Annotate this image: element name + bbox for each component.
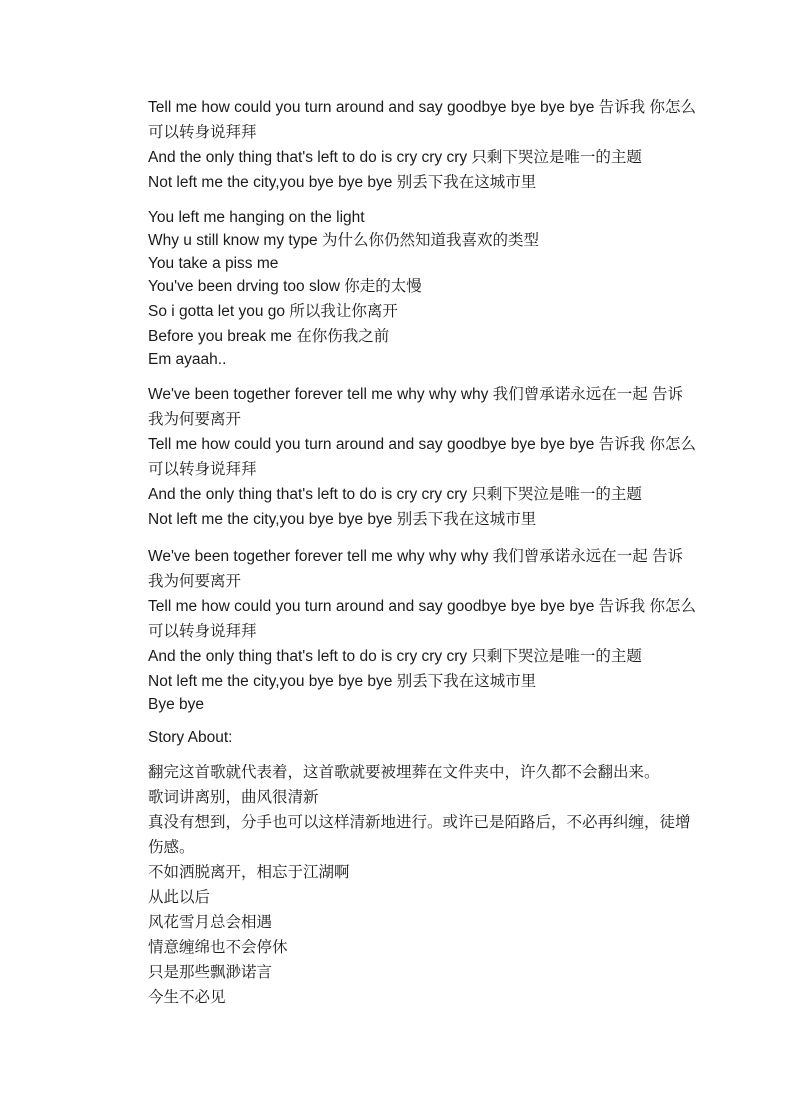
text-line: Tell me how could you turn around and say goodbye bye bye bye 告诉我 你怎么	[148, 436, 696, 453]
text-line: Not left me the city,you bye bye bye 别丢下我在这城市里	[148, 511, 537, 528]
text-line: You've been drving too slow 你走的太慢	[148, 278, 422, 295]
text-line: 可以转身说拜拜	[148, 461, 257, 478]
text-line: 伤感。	[148, 839, 195, 856]
text-line: 风花雪月总会相遇	[148, 914, 273, 931]
text-line: And the only thing that's left to do is cry cry cry 只剩下哭泣是唯一的主题	[148, 486, 642, 503]
text-line: 翻完这首歌就代表着，这首歌就要被埋葬在文件夹中，许久都不会翻出来。	[148, 764, 660, 781]
text-line: 歌词讲离别，曲风很清新	[148, 789, 319, 806]
text-line: Why u still know my type 为什么你仍然知道我喜欢的类型	[148, 232, 539, 249]
text-line: And the only thing that's left to do is cry cry cry 只剩下哭泣是唯一的主题	[148, 149, 642, 166]
text-line: Not left me the city,you bye bye bye 别丢下我在这城市里	[148, 174, 537, 191]
text-line: 可以转身说拜拜	[148, 124, 257, 141]
text-line: 可以转身说拜拜	[148, 623, 257, 640]
story-section	[148, 760, 692, 1010]
text-line: 情意缠绵也不会停休	[148, 939, 288, 956]
text-line: 不如洒脱离开，相忘于江湖啊	[148, 864, 350, 881]
text-line: 从此以后	[148, 889, 211, 906]
text-line: So i gotta let you go 所以我让你离开	[148, 303, 398, 320]
text-line: Bye bye	[148, 696, 205, 713]
text-line: We've been together forever tell me why why why 我们曾承诺永远在一起 告诉	[148, 548, 684, 565]
text-line: 只是那些飘渺诺言	[148, 964, 273, 981]
text-line: Tell me how could you turn around and say goodbye bye bye bye 告诉我 你怎么	[148, 598, 696, 615]
text-line: We've been together forever tell me why why why 我们曾承诺永远在一起 告诉	[148, 386, 684, 403]
text-line: 我为何要离开	[148, 411, 242, 428]
lyrics-section	[148, 95, 696, 715]
text-line: Not left me the city,you bye bye bye 别丢下我在这城市里	[148, 673, 537, 690]
text-line: And the only thing that's left to do is cry cry cry 只剩下哭泣是唯一的主题	[148, 648, 642, 665]
text-line: You left me hanging on the light	[148, 209, 365, 226]
story-about-heading: Story About:	[148, 729, 233, 746]
text-line: Em ayaah..	[148, 351, 227, 368]
stanza	[148, 382, 696, 532]
stanza	[148, 207, 692, 370]
text-line: 真没有想到，分手也可以这样清新地进行。或许已是陌路后，不必再纠缠，徒增	[148, 814, 691, 831]
stanza	[148, 544, 696, 715]
text-line: 我为何要离开	[148, 573, 242, 590]
stanza	[148, 95, 696, 195]
text-line: You take a piss me	[148, 255, 279, 272]
text-line: Before you break me 在你伤我之前	[148, 328, 390, 345]
text-line: 今生不必见	[148, 989, 226, 1006]
text-line: Tell me how could you turn around and say goodbye bye bye bye 告诉我 你怎么	[148, 99, 696, 116]
